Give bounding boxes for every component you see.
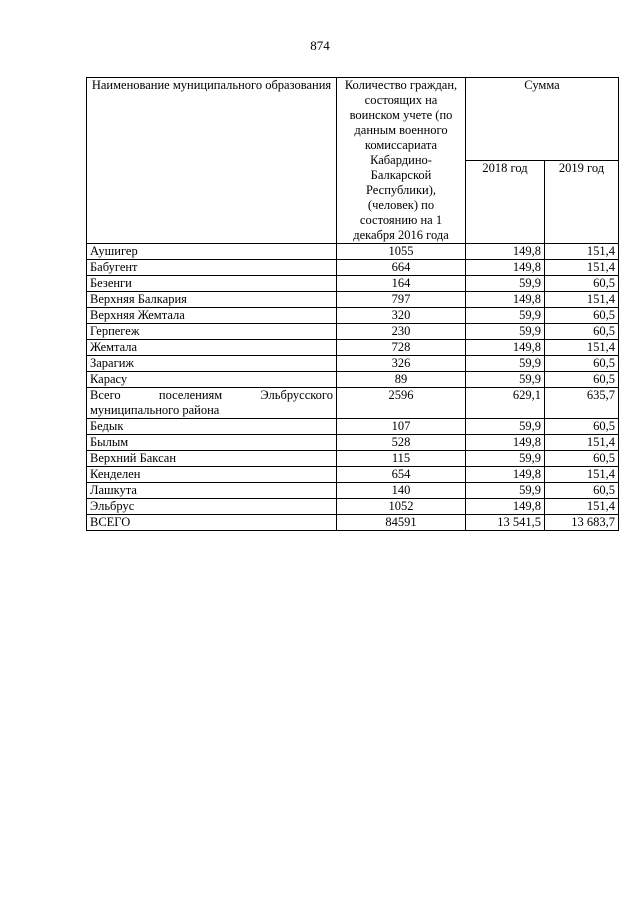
row-count: 1055 — [337, 244, 466, 260]
row-sum-2019: 635,7 — [545, 388, 619, 419]
row-sum-2018: 629,1 — [466, 388, 545, 419]
row-name: Аушигер — [87, 244, 337, 260]
table-row — [87, 276, 619, 292]
row-count: 89 — [337, 372, 466, 388]
row-sum-2019: 60,5 — [545, 324, 619, 340]
row-count: 164 — [337, 276, 466, 292]
row-name: Былым — [87, 435, 337, 451]
row-count: 528 — [337, 435, 466, 451]
row-sum-2019: 60,5 — [545, 276, 619, 292]
row-count: 664 — [337, 260, 466, 276]
row-sum-2018: 59,9 — [466, 451, 545, 467]
table-row — [87, 451, 619, 467]
row-count: 654 — [337, 467, 466, 483]
row-sum-2018: 149,8 — [466, 292, 545, 308]
row-count: 728 — [337, 340, 466, 356]
row-sum-2019: 151,4 — [545, 499, 619, 515]
table-row — [87, 467, 619, 483]
table-row — [87, 292, 619, 308]
table-header — [87, 78, 619, 244]
row-name: Всего поселениям Эльбрусского муниципального района — [87, 388, 337, 419]
row-sum-2019: 151,4 — [545, 340, 619, 356]
row-sum-2019: 151,4 — [545, 292, 619, 308]
row-name: Герпегеж — [87, 324, 337, 340]
row-sum-2018: 59,9 — [466, 483, 545, 499]
row-sum-2019: 60,5 — [545, 372, 619, 388]
allocation-table — [86, 77, 619, 531]
row-sum-2018: 149,8 — [466, 499, 545, 515]
header-row-top — [87, 78, 619, 161]
table-row — [87, 340, 619, 356]
header-sum: Сумма — [466, 78, 619, 161]
row-sum-2018: 59,9 — [466, 419, 545, 435]
subtotal-row — [87, 388, 619, 419]
table-row — [87, 260, 619, 276]
row-count: 320 — [337, 308, 466, 324]
table-row — [87, 244, 619, 260]
row-count: 84591 — [337, 515, 466, 531]
row-sum-2018: 149,8 — [466, 340, 545, 356]
row-count: 107 — [337, 419, 466, 435]
table-row — [87, 419, 619, 435]
row-sum-2018: 59,9 — [466, 372, 545, 388]
row-sum-2019: 151,4 — [545, 244, 619, 260]
row-name: Зарагиж — [87, 356, 337, 372]
row-name: Лашкута — [87, 483, 337, 499]
row-name: Карасу — [87, 372, 337, 388]
header-municipality-name: Наименование муниципального образования — [87, 78, 337, 244]
header-year-2019: 2019 год — [545, 161, 619, 244]
row-sum-2018: 59,9 — [466, 276, 545, 292]
row-sum-2019: 60,5 — [545, 419, 619, 435]
row-name: ВСЕГО — [87, 515, 337, 531]
row-sum-2018: 59,9 — [466, 324, 545, 340]
row-sum-2019: 151,4 — [545, 435, 619, 451]
row-sum-2019: 60,5 — [545, 308, 619, 324]
header-citizens-count: Количество граждан, состоящих на воинском учете (по данным военного комиссариата Кабардино-Балкарской Республики), (человек) по состоянию на 1 декабря 2016 года — [337, 78, 466, 244]
row-sum-2019: 151,4 — [545, 260, 619, 276]
table-body — [87, 244, 619, 531]
row-count: 140 — [337, 483, 466, 499]
table-row — [87, 372, 619, 388]
row-sum-2019: 60,5 — [545, 483, 619, 499]
row-sum-2018: 13 541,5 — [466, 515, 545, 531]
table-row — [87, 435, 619, 451]
row-sum-2019: 151,4 — [545, 467, 619, 483]
page-number: 874 — [310, 38, 330, 53]
row-name: Жемтала — [87, 340, 337, 356]
row-sum-2018: 59,9 — [466, 356, 545, 372]
table-row — [87, 308, 619, 324]
row-count: 230 — [337, 324, 466, 340]
row-count: 1052 — [337, 499, 466, 515]
row-count: 797 — [337, 292, 466, 308]
row-name: Верхняя Балкария — [87, 292, 337, 308]
row-name: Верхняя Жемтала — [87, 308, 337, 324]
table-row — [87, 483, 619, 499]
row-name: Безенги — [87, 276, 337, 292]
row-name: Эльбрус — [87, 499, 337, 515]
row-sum-2018: 149,8 — [466, 260, 545, 276]
row-count: 115 — [337, 451, 466, 467]
header-year-2018: 2018 год — [466, 161, 545, 244]
row-count: 2596 — [337, 388, 466, 419]
row-sum-2018: 149,8 — [466, 467, 545, 483]
row-sum-2018: 59,9 — [466, 308, 545, 324]
row-count: 326 — [337, 356, 466, 372]
row-sum-2018: 149,8 — [466, 244, 545, 260]
row-name: Бедык — [87, 419, 337, 435]
row-name: Верхний Баксан — [87, 451, 337, 467]
row-name: Бабугент — [87, 260, 337, 276]
row-sum-2018: 149,8 — [466, 435, 545, 451]
row-sum-2019: 60,5 — [545, 451, 619, 467]
row-name: Кенделен — [87, 467, 337, 483]
table-row — [87, 324, 619, 340]
table-row — [87, 356, 619, 372]
row-sum-2019: 13 683,7 — [545, 515, 619, 531]
row-sum-2019: 60,5 — [545, 356, 619, 372]
table-row — [87, 499, 619, 515]
total-row — [87, 515, 619, 531]
